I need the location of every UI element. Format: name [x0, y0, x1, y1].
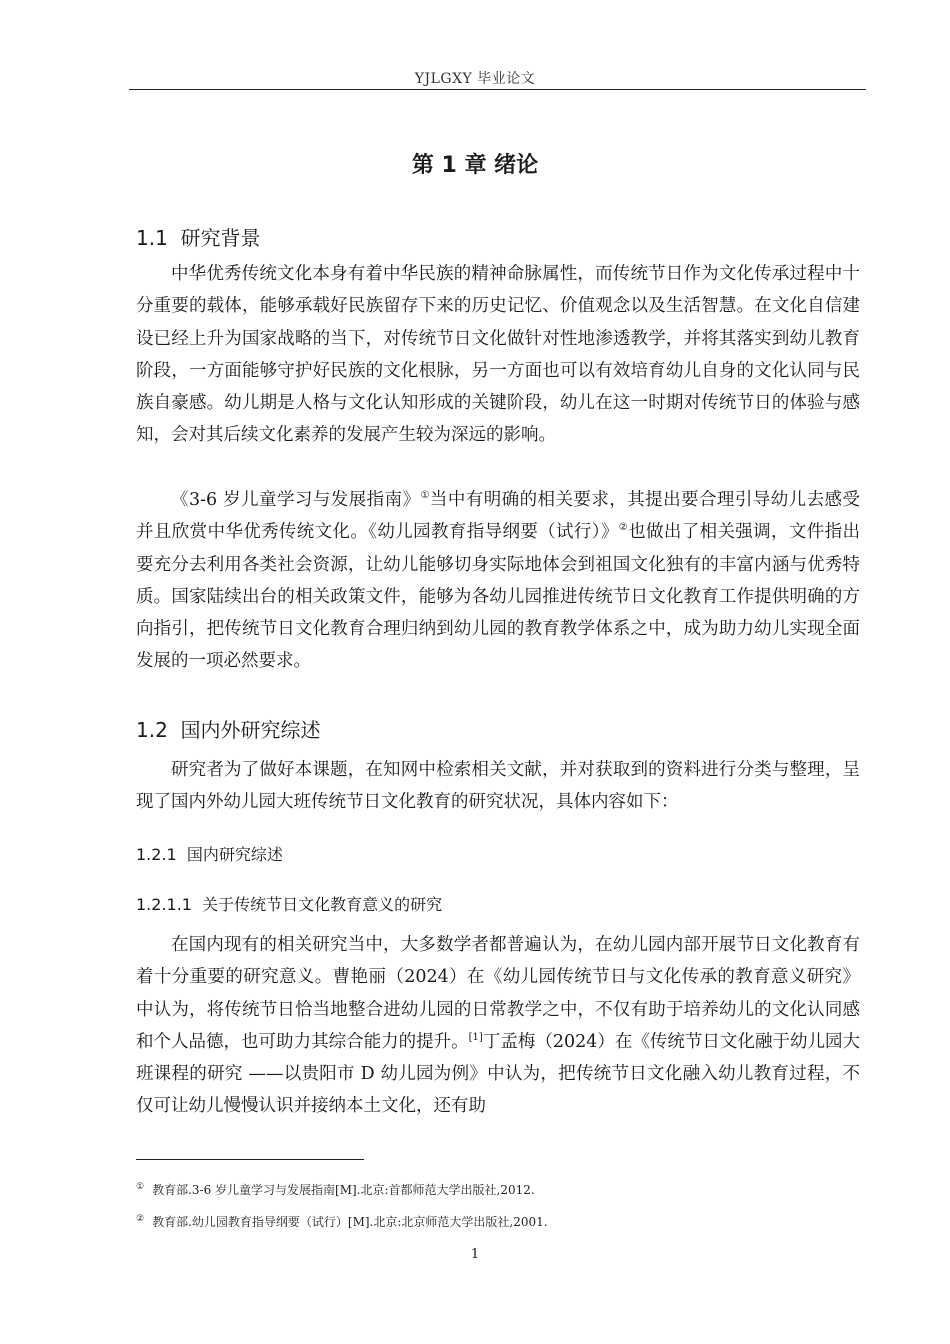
- section-title: 国内研究综述: [186, 845, 283, 864]
- text-run: 也做出了相关强调，文件指出要充分去利用各类社会资源，让幼儿能够切身实际地体会到祖国文化独有的丰富内涵与优秀特质。国家陆续出台的相关政策文件，能够为各幼儿园推进传统节日文化教育工作提供明确的方向指引，把传统节日文化教育合理归纳到幼儿园的教育教学体系之中，成为助力幼儿实现全面发展的一项必然要求。: [136, 522, 861, 672]
- footnote-text: 教育部.3-6 岁儿童学习与发展指南[M].北京:首都师范大学出版社,2012.: [152, 1183, 535, 1197]
- section-heading-1-1: [136, 222, 261, 251]
- section-number: 1.2.1: [136, 845, 177, 864]
- section-number: 1.1: [136, 226, 168, 250]
- section-title: 国内外研究综述: [180, 718, 321, 742]
- footnote-1: [136, 1181, 535, 1198]
- footnote-2: [136, 1213, 548, 1230]
- running-header: YJLGXY 毕业论文: [414, 71, 536, 87]
- text-run: 当中有明确的相关要求，其提出要合理引导幼儿去感受并且欣赏中华优秀传统文化。《幼儿园教育指导纲要（试行）》: [136, 490, 860, 543]
- chapter-title: 第 1 章 绪论: [411, 153, 539, 178]
- section-number: 1.2: [136, 718, 168, 742]
- text-run: 丁孟梅（2024）在《传统节日文化融于幼儿园大班课程的研究 ——以贵阳市 D 幼儿园为例》中认为，把传统节日文化融入幼儿教育过程，不仅可让幼儿慢慢认识并接纳本土文化，还有助: [136, 1031, 860, 1117]
- text-run: 在国内现有的相关研究当中，大多数学者都普遍认为，在幼儿园内部开展节日文化教育有着十分重要的研究意义。曹艳丽（2024）在《幼儿园传统节日与文化传承的教育意义研究》中认为，将传统节日恰当地整合进幼儿园的日常教学之中，不仅有助于培养幼儿的文化认同感和个人品德，也可助力其综合能力的提升。: [136, 935, 860, 1052]
- footnote-ref: ②: [618, 522, 629, 534]
- text-run: 《3-6 岁儿童学习与发展指南》: [171, 490, 421, 510]
- paragraph-domestic-research: [136, 929, 860, 1123]
- footnote-text: 教育部.幼儿园教育指导纲要（试行）[M].北京:北京师范大学出版社,2001.: [152, 1215, 548, 1229]
- footnote-separator: [136, 1159, 364, 1160]
- page-number: 1: [470, 1247, 480, 1262]
- header-rule: [129, 89, 866, 90]
- footnote-mark: ①: [136, 1182, 145, 1192]
- section-title: 研究背景: [180, 226, 261, 250]
- footnote-ref: ①: [420, 490, 430, 502]
- section-number: 1.2.1.1: [136, 895, 192, 914]
- section-heading-1-2-1-1: [136, 892, 442, 915]
- section-heading-1-2-1: [136, 842, 283, 865]
- section-heading-1-2: [136, 714, 321, 743]
- paragraph-background-1: 中华优秀传统文化本身有着中华民族的精神命脉属性，而传统节日作为文化传承过程中十分重要的载体，能够承载好民族留存下来的历史记忆、价值观念以及生活智慧。在文化自信建设已经上升为国家战略的当下，对传统节日文化做针对性地渗透教学，并将其落实到幼儿教育阶段，一方面能够守护好民族的文化根脉，另一方面也可以有效培育幼儿自身的文化认同与民族自豪感。幼儿期是人格与文化认知形成的关键阶段，幼儿在这一时期对传统节日的体验与感知，会对其后续文化素养的发展产生较为深远的影响。: [136, 264, 860, 446]
- paragraph-background-2: [136, 484, 860, 678]
- citation-ref: [1]: [468, 1032, 483, 1044]
- section-title: 关于传统节日文化教育意义的研究: [202, 895, 443, 914]
- paragraph-review-intro: 研究者为了做好本课题，在知网中检索相关文献，并对获取到的资料进行分类与整理，呈现了国内外幼儿园大班传统节日文化教育的研究状况，具体内容如下：: [136, 760, 860, 813]
- footnote-mark: ②: [136, 1214, 145, 1224]
